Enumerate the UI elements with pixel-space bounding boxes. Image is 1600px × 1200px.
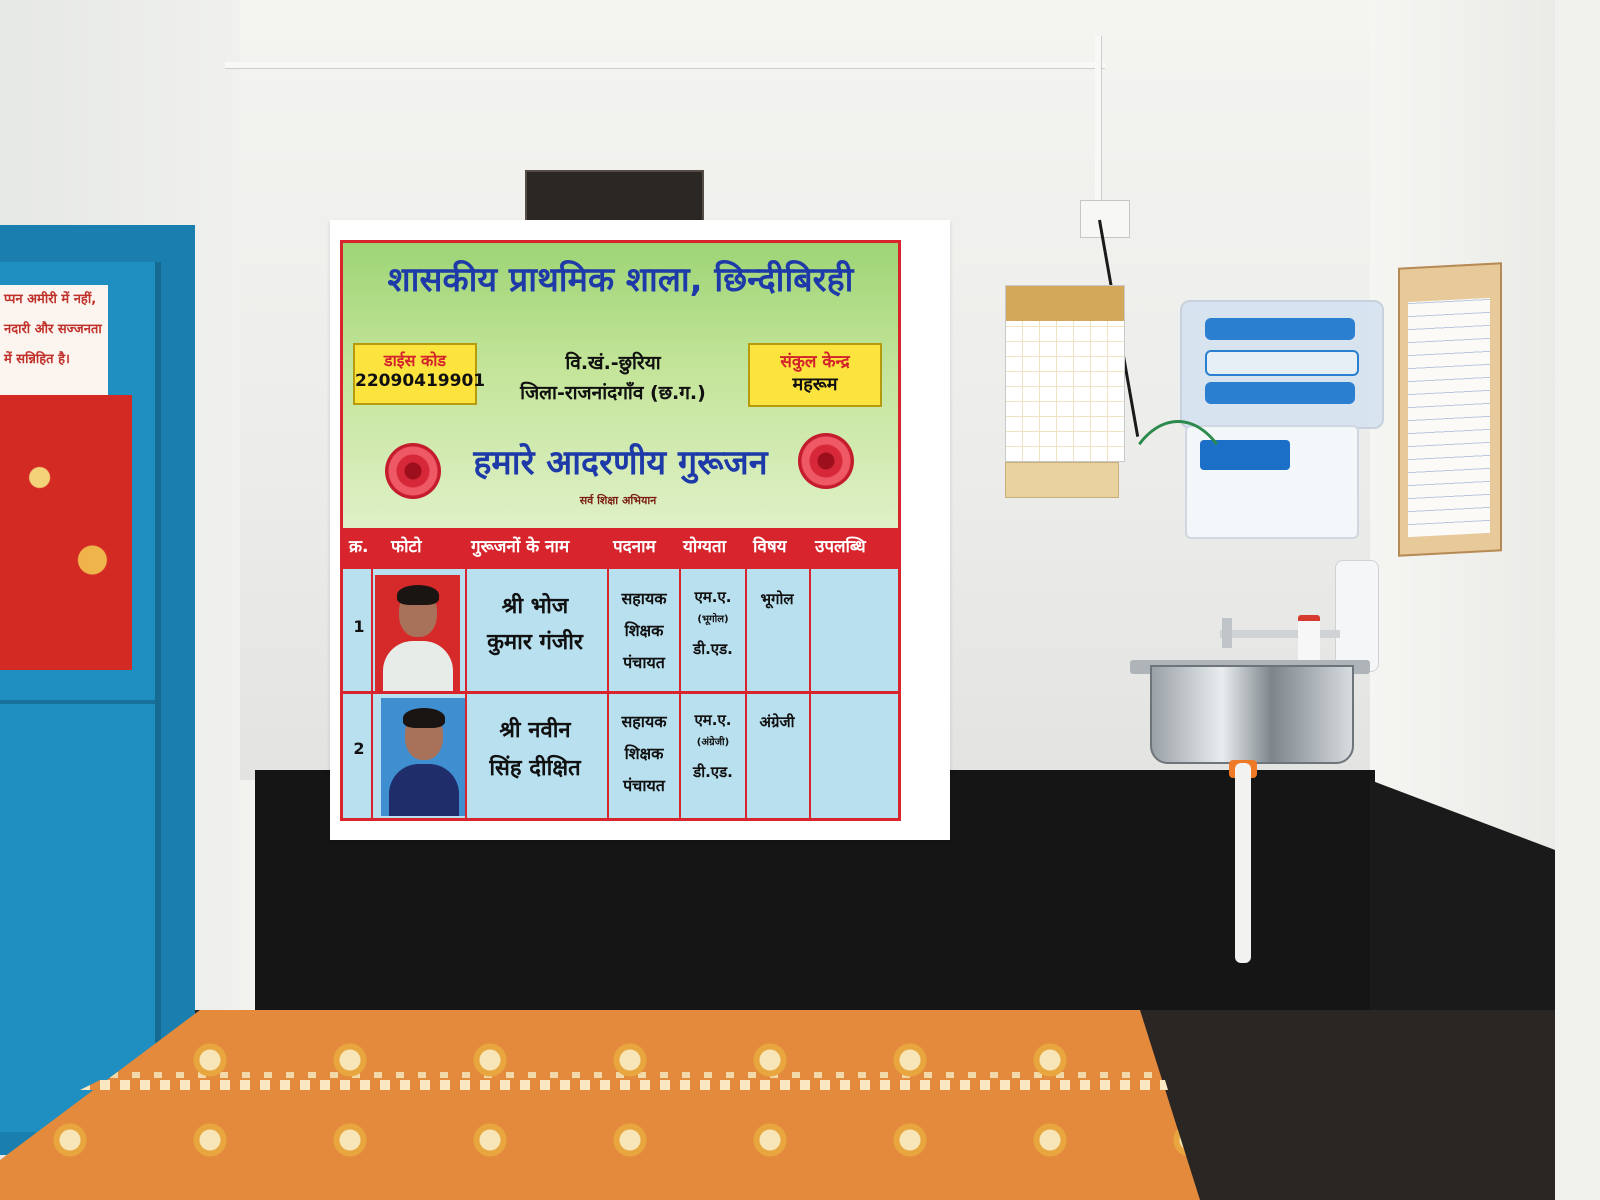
- school-title: शासकीय प्राथमिक शाला, छिन्दीबिरही: [387, 260, 854, 300]
- sankul-label: संकुल केन्द्र: [780, 352, 850, 372]
- wall-corner: [1555, 0, 1600, 1200]
- teacher-photo: [381, 698, 466, 816]
- table-divider: [465, 566, 467, 818]
- header-photo: फोटो: [391, 537, 422, 557]
- designation-line: पंचायत: [623, 653, 665, 672]
- sankul-box: [748, 343, 882, 407]
- name-line: कुमार गंजीर: [487, 630, 583, 655]
- conduit-pipe: [225, 62, 1105, 69]
- table-row: [343, 566, 898, 694]
- table-header: [343, 528, 898, 566]
- qual-line: एम.ए.: [694, 711, 732, 729]
- teacher-name: [465, 712, 605, 788]
- table-divider: [679, 566, 681, 818]
- door-seam: [0, 700, 155, 704]
- switchboard[interactable]: [1080, 200, 1130, 238]
- steel-sink: [1150, 665, 1354, 764]
- teacher-name: [465, 589, 605, 661]
- table-divider: [607, 566, 609, 818]
- tap-icon[interactable]: [1222, 618, 1232, 648]
- wall-calendar: [1005, 285, 1125, 462]
- designation: [608, 706, 680, 802]
- designation-line: शिक्षक: [624, 621, 664, 640]
- designation-line: पंचायत: [623, 776, 665, 795]
- header-qualification: योग्यता: [683, 537, 726, 557]
- wall-chart-sheet: [1408, 298, 1490, 537]
- filter-cartridge: [1205, 318, 1355, 340]
- name-line: श्री भोज: [501, 594, 569, 619]
- designation-line: सहायक: [621, 589, 667, 608]
- green-hose: [1115, 420, 1241, 626]
- qual-line: एम.ए.: [694, 588, 732, 606]
- banner-frame: [340, 240, 901, 821]
- door-sign-line: प्पन अमीरी में नहीं,: [4, 292, 97, 307]
- conduit-pipe-vertical: [1095, 36, 1102, 206]
- sankul-name: महरूम: [792, 374, 838, 395]
- teachers-banner: [330, 220, 950, 840]
- program-logo-text: सर्व शिक्षा अभियान: [579, 494, 657, 507]
- tap-pipe: [1220, 630, 1340, 638]
- row-sn: 2: [353, 739, 365, 758]
- district-name: जिला-राजनांदगाँव (छ.ग.): [520, 382, 706, 404]
- table-divider: [371, 566, 373, 818]
- table-divider: [809, 566, 811, 818]
- drain-pipe: [1235, 763, 1251, 963]
- subject: भूगोल: [760, 590, 794, 608]
- header-achievement: उपलब्धि: [815, 537, 866, 557]
- banner-header: [343, 243, 898, 528]
- subject: अंग्रेजी: [759, 713, 795, 731]
- dise-label: डाईस कोड: [384, 351, 446, 370]
- qualification: [681, 587, 745, 659]
- header-designation: पदनाम: [613, 537, 656, 557]
- calendar-header: [1006, 286, 1124, 321]
- table-row: [343, 691, 898, 818]
- designation: [608, 583, 680, 679]
- designation-line: सहायक: [621, 712, 667, 731]
- teacher-photo: [375, 575, 460, 693]
- door-sign: [0, 285, 108, 395]
- row-sn: 1: [353, 617, 365, 636]
- table-divider: [745, 566, 747, 818]
- name-line: श्री नवीन: [499, 718, 571, 743]
- calendar-strip: [1005, 462, 1119, 498]
- dise-code: 22090419901: [355, 371, 486, 391]
- qual-sub: (भूगोल): [697, 614, 729, 625]
- designation-line: शिक्षक: [624, 744, 664, 763]
- dise-box: [353, 343, 486, 405]
- door-sign-line: नदारी और सज्जनता: [4, 322, 102, 337]
- filter-cartridge: [1205, 382, 1355, 404]
- qualification: [681, 710, 745, 782]
- bedsheet-border: [0, 1080, 1200, 1090]
- block-district: [483, 348, 743, 408]
- bed-with-orange-sheet: [0, 1010, 1200, 1200]
- door-sign-line: में सन्निहित है।: [4, 352, 70, 367]
- tagline: हमारे आदरणीय गुरूजन: [473, 443, 768, 483]
- block-name: वि.खं.-छुरिया: [565, 352, 661, 374]
- filter-cartridge: [1205, 350, 1359, 376]
- name-line: सिंह दीक्षित: [489, 756, 581, 781]
- header-name: गुरूजनों के नाम: [471, 537, 570, 557]
- header-subject: विषय: [753, 537, 787, 557]
- qual-sub: (अंग्रेजी): [696, 737, 730, 748]
- door-poster: [0, 395, 132, 670]
- qual-line: डी.एड.: [693, 763, 733, 781]
- qual-line: डी.एड.: [693, 640, 733, 658]
- pre-filter-housing: [1335, 560, 1379, 672]
- teachers-table: [343, 528, 898, 818]
- header-sn: क्र.: [349, 537, 369, 557]
